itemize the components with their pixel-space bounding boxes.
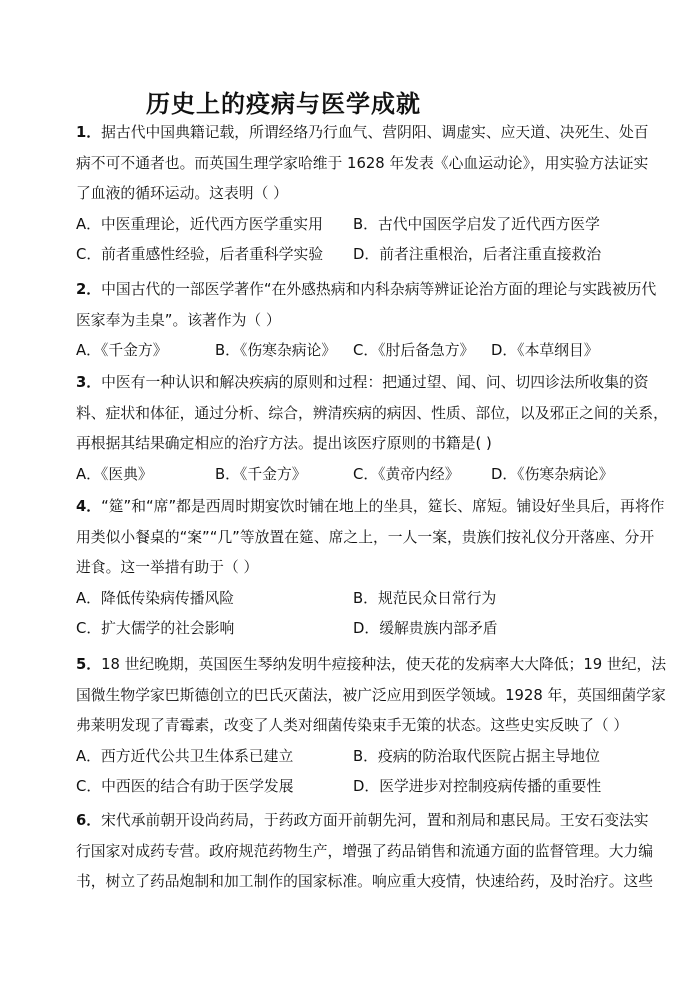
question-number: 3． <box>76 374 102 391</box>
option-row <box>76 614 624 645</box>
option-row <box>76 460 624 491</box>
option-d[interactable]: D．缓解贵族内部矛盾 <box>353 620 498 638</box>
option-d[interactable]: D．前者注重根治，后者注重直接救治 <box>353 246 602 264</box>
question-line: 弗莱明发现了青霉素，改变了人类对细菌传染束手无策的状态。这些史实反映了（ ） <box>76 717 629 735</box>
question-1 <box>76 118 649 271</box>
option-row <box>76 240 624 271</box>
question-line: 料、症状和体征，通过分析、综合，辨清疾病的病因、性质、部位，以及邪正之间的关系， <box>76 404 668 422</box>
question-line: 3．中医有一种认识和解决疾病的原则和过程：把通过望、闻、问、切四诊法所收集的资 <box>76 374 649 391</box>
question-number: 2． <box>76 281 102 298</box>
question-number: 6． <box>76 812 102 829</box>
question-line: 用类似小餐桌的“案”“几”等放置在筵、席之上，一人一案，贵族们按礼仪分开落座、分开 <box>76 528 655 546</box>
question-number: 4． <box>76 498 102 515</box>
question-line: 1．据古代中国典籍记载，所谓经络乃行血气、营阴阳、调虚实、应天道、决死生、处百 <box>76 124 649 141</box>
option-row <box>76 210 624 241</box>
question-number: 1． <box>76 124 102 141</box>
question-line: 行国家对成药专营。政府规范药物生产，增强了药品销售和流通方面的监督管理。大力编 <box>76 842 654 860</box>
option-c[interactable]: C．《肘后备急方》 <box>353 342 475 360</box>
question-line: 6．宋代承前朝开设尚药局，于药政方面开前朝先河，置和剂局和惠民局。王安石变法实 <box>76 812 649 829</box>
question-4 <box>76 492 665 645</box>
question-line: 4．“筵”和“席”都是西周时期宴饮时铺在地上的坐具，筵长、席短。铺设好坐具后，再将作 <box>76 498 665 515</box>
option-row <box>76 336 624 367</box>
question-5 <box>76 650 667 803</box>
question-line: 2．中国古代的一部医学著作“在外感热病和内科杂病等辨证论治方面的理论与实践被历代 <box>76 281 657 298</box>
question-2 <box>76 275 657 367</box>
option-d[interactable]: D．《本草纲目》 <box>491 342 599 360</box>
page-title: 历史上的疫病与医学成就 <box>146 90 421 118</box>
option-row <box>76 584 624 615</box>
question-line: 5．18 世纪晚期，英国医生琴纳发明牛痘接种法，使天花的发病率大大降低；19 世纪，法 <box>76 656 667 673</box>
option-b[interactable]: B．《伤寒杂病论》 <box>215 342 337 360</box>
option-d[interactable]: D．医学进步对控制疫病传播的重要性 <box>353 778 602 796</box>
question-line: 病不可不通者也。而英国生理学家哈维于 1628 年发表《心血运动论》，用实验方法证实 <box>76 154 649 172</box>
option-c[interactable]: C．前者重感性经验，后者重科学实验 <box>76 246 324 264</box>
question-line: 医家奉为圭臬”。该著作为（ ） <box>76 311 281 329</box>
question-6 <box>76 806 654 898</box>
option-d[interactable]: D．《伤寒杂病论》 <box>491 465 614 483</box>
option-c[interactable]: C．扩大儒学的社会影响 <box>76 620 235 638</box>
question-line: 书，树立了药品炮制和加工制作的国家标准。响应重大疫情，快速给药，及时治疗。这些 <box>76 873 654 891</box>
option-c[interactable]: C．《黄帝内经》 <box>353 465 460 483</box>
question-line: 了血液的循环运动。这表明（ ） <box>76 185 288 203</box>
option-b[interactable]: B．《千金方》 <box>215 465 307 483</box>
question-line: 国微生物学家巴斯德创立的巴氏灭菌法，被广泛应用到医学领域。1928 年，英国细菌学家 <box>76 686 666 704</box>
option-row <box>76 772 624 803</box>
option-a[interactable]: A．《千金方》 <box>76 342 168 360</box>
option-b[interactable]: B．规范民众日常行为 <box>353 589 497 607</box>
option-a[interactable]: A．《医典》 <box>76 465 153 483</box>
option-a[interactable]: A．降低传染病传播风险 <box>76 589 235 607</box>
option-b[interactable]: B．疫病的防治取代医院占据主导地位 <box>353 747 600 765</box>
question-number: 5． <box>76 656 102 673</box>
option-a[interactable]: A．中医重理论，近代西方医学重实用 <box>76 215 323 233</box>
option-c[interactable]: C．中西医的结合有助于医学发展 <box>76 778 294 796</box>
question-line: 再根据其结果确定相应的治疗方法。提出该医疗原则的书籍是( ) <box>76 435 492 453</box>
question-line: 进食。这一举措有助于（ ） <box>76 559 259 577</box>
question-3 <box>76 368 668 490</box>
option-b[interactable]: B．古代中国医学启发了近代西方医学 <box>353 215 600 233</box>
option-row <box>76 742 624 773</box>
option-a[interactable]: A．西方近代公共卫生体系已建立 <box>76 747 294 765</box>
